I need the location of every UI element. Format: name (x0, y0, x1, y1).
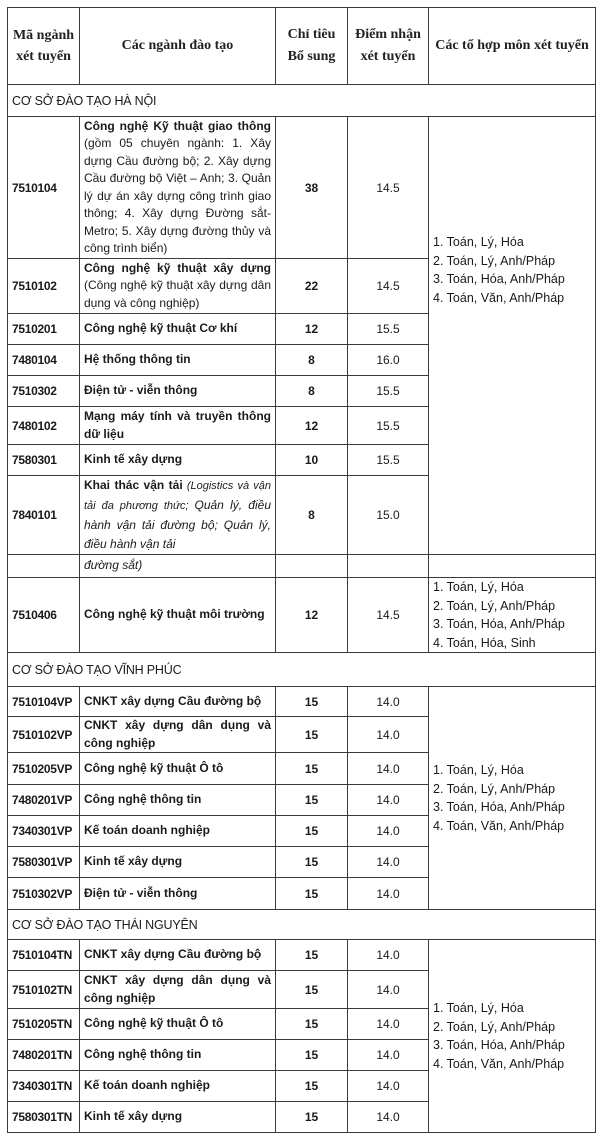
score: 14.0 (348, 1009, 429, 1040)
subject-line: 3. Toán, Hóa, Anh/Pháp (433, 1038, 565, 1052)
subject-line: 3. Toán, Hóa, Anh/Pháp (433, 272, 565, 286)
major-code: 7580301VP (8, 847, 80, 878)
major-name (80, 345, 276, 376)
subject-combinations (429, 578, 596, 653)
major-code: 7340301VP (8, 816, 80, 847)
quota: 15 (276, 1102, 348, 1133)
major-name-main: Công nghệ kỹ thuật xây dựng (84, 260, 271, 275)
quota: 38 (276, 117, 348, 259)
subject-line: 2. Toán, Lý, Anh/Pháp (433, 598, 556, 613)
score: 14.0 (348, 1071, 429, 1102)
major-name (80, 314, 276, 345)
subject-line: 1. Toán, Lý, Hóa (433, 1001, 524, 1015)
major-name-main: Công nghệ kỹ thuật Ô tô (84, 760, 224, 775)
score: 14.0 (348, 1040, 429, 1071)
quota: 12 (276, 314, 348, 345)
major-name-main: Điện tử - viễn thông (84, 383, 198, 398)
major-code: 7580301 (8, 445, 80, 476)
header-subjects: Các tổ hợp môn xét tuyển (429, 8, 596, 85)
score: 15.5 (348, 376, 429, 407)
header-name: Các ngành đào tạo (80, 8, 276, 85)
table-row (8, 578, 596, 653)
major-name (80, 717, 276, 753)
score: 14.5 (348, 578, 429, 653)
section-title: CƠ SỞ ĐÀO TẠO VĨNH PHÚC (8, 653, 596, 687)
table-header-row (8, 8, 596, 85)
major-name (80, 878, 276, 910)
score (348, 555, 429, 578)
major-name-main: Công nghệ kỹ thuật Cơ khí (84, 321, 238, 336)
subject-line: 3. Toán, Hóa, Anh/Pháp (433, 617, 565, 631)
major-name (80, 407, 276, 445)
score: 14.0 (348, 753, 429, 785)
major-name-main: Công nghệ kỹ thuật môi trường (84, 607, 265, 622)
major-name (80, 445, 276, 476)
section-row-vinhphuc (8, 653, 596, 687)
table-row-continuation (8, 555, 596, 578)
quota: 15 (276, 971, 348, 1009)
section-row-hanoi (8, 85, 596, 117)
major-code: 7510104TN (8, 940, 80, 971)
subject-line: 4. Toán, Văn, Anh/Pháp (433, 818, 565, 833)
subject-line: 4. Toán, Hóa, Sinh (433, 635, 536, 650)
major-code: 7580301TN (8, 1102, 80, 1133)
score: 14.0 (348, 971, 429, 1009)
subject-line: 2. Toán, Lý, Anh/Pháp (433, 1019, 556, 1034)
major-code: 7480102 (8, 407, 80, 445)
section-title: CƠ SỞ ĐÀO TẠO HÀ NỘI (8, 85, 596, 117)
subject-line: 4. Toán, Văn, Anh/Pháp (433, 1056, 565, 1071)
major-name-main: CNKT xây dựng Cầu đường bộ (84, 693, 262, 708)
major-name-detail: (Logistics và vận tải đa phương thức; (84, 480, 271, 512)
major-name-main: Công nghệ kỹ thuật Ô tô (84, 1016, 224, 1031)
quota: 10 (276, 445, 348, 476)
major-code: 7510102 (8, 259, 80, 314)
quota: 12 (276, 407, 348, 445)
major-name (80, 1040, 276, 1071)
major-name (80, 117, 276, 259)
major-code: 7510406 (8, 578, 80, 653)
subject-line: 1. Toán, Lý, Hóa (433, 763, 524, 777)
subject-combinations (429, 940, 596, 1133)
subject-line: 3. Toán, Hóa, Anh/Pháp (433, 800, 565, 814)
major-name (80, 971, 276, 1009)
major-name (80, 816, 276, 847)
quota: 15 (276, 1009, 348, 1040)
major-name-main: Công nghệ thông tin (84, 1047, 202, 1062)
admissions-table (7, 7, 596, 1133)
major-name-main: Kinh tế xây dựng (84, 854, 183, 869)
major-name (80, 1102, 276, 1133)
major-name (80, 259, 276, 314)
major-code (8, 555, 80, 578)
major-code: 7480104 (8, 345, 80, 376)
score: 15.5 (348, 445, 429, 476)
score: 14.0 (348, 785, 429, 816)
quota: 22 (276, 259, 348, 314)
quota: 15 (276, 816, 348, 847)
subject-combinations (429, 687, 596, 910)
major-name-main: Kế toán doanh nghiệp (84, 823, 210, 838)
major-name (80, 578, 276, 653)
major-name (80, 940, 276, 971)
major-code: 7340301TN (8, 1071, 80, 1102)
major-name-main: Hệ thống thông tin (84, 352, 191, 367)
quota: 15 (276, 687, 348, 717)
quota: 15 (276, 847, 348, 878)
major-code: 7480201TN (8, 1040, 80, 1071)
major-name (80, 753, 276, 785)
major-name (80, 555, 276, 578)
quota: 15 (276, 940, 348, 971)
quota: 15 (276, 785, 348, 816)
score: 14.0 (348, 940, 429, 971)
major-name-main: CNKT xây dựng dân dụng và công nghiệp (84, 973, 271, 1005)
score: 15.0 (348, 476, 429, 555)
major-name-main: Kế toán doanh nghiệp (84, 1078, 210, 1093)
major-name (80, 687, 276, 717)
major-code: 7510205TN (8, 1009, 80, 1040)
major-name-detail: (Công nghệ kỹ thuật xây dựng dân dụng và công nghiệp) (84, 278, 271, 310)
major-code: 7510302 (8, 376, 80, 407)
score: 14.0 (348, 878, 429, 910)
table-row (8, 687, 596, 717)
major-code: 7510102VP (8, 717, 80, 753)
major-code: 7840101 (8, 476, 80, 555)
major-name-detail: đường sắt) (84, 558, 143, 573)
subject-line: 1. Toán, Lý, Hóa (433, 580, 524, 594)
major-name-main: Khai thác vận tải (84, 478, 183, 492)
score: 14.5 (348, 259, 429, 314)
major-name-main: CNKT xây dựng Cầu đường bộ (84, 947, 262, 962)
quota: 15 (276, 717, 348, 753)
major-code: 7510302VP (8, 878, 80, 910)
major-code: 7510102TN (8, 971, 80, 1009)
subject-line: 4. Toán, Văn, Anh/Pháp (433, 290, 565, 305)
subject-line: 2. Toán, Lý, Anh/Pháp (433, 253, 556, 268)
major-code: 7510201 (8, 314, 80, 345)
score: 15.5 (348, 407, 429, 445)
score: 15.5 (348, 314, 429, 345)
major-name (80, 476, 276, 555)
quota (276, 555, 348, 578)
quota: 15 (276, 1040, 348, 1071)
major-name-main: Công nghệ thông tin (84, 792, 202, 807)
major-name-main: CNKT xây dựng dân dụng và công nghiệp (84, 718, 271, 750)
major-name-main: Mạng máy tính và truyền thông dữ liệu (84, 409, 271, 441)
section-row-thainguyen (8, 910, 596, 940)
subject-line: 1. Toán, Lý, Hóa (433, 235, 524, 249)
major-code: 7510104 (8, 117, 80, 259)
score: 14.0 (348, 717, 429, 753)
quota: 8 (276, 376, 348, 407)
major-name-main: Điện tử - viễn thông (84, 885, 198, 900)
major-name (80, 1009, 276, 1040)
score: 14.0 (348, 847, 429, 878)
score: 14.0 (348, 1102, 429, 1133)
major-code: 7510104VP (8, 687, 80, 717)
major-name-main: Kinh tế xây dựng (84, 1109, 183, 1124)
quota: 8 (276, 345, 348, 376)
quota: 15 (276, 1071, 348, 1102)
section-title: CƠ SỞ ĐÀO TẠO THÁI NGUYÊN (8, 910, 596, 940)
major-name-detail: Quản lý, điều hành vận tải đường bộ; Quản lý, điều hành vận tải (84, 498, 271, 551)
subject-line: 2. Toán, Lý, Anh/Pháp (433, 781, 556, 796)
header-code: Mã ngành xét tuyển (8, 8, 80, 85)
major-name (80, 376, 276, 407)
major-name-main: Kinh tế xây dựng (84, 452, 183, 467)
major-name-main: Công nghệ Kỹ thuật giao thông (84, 118, 271, 133)
header-score: Điểm nhận xét tuyển (348, 8, 429, 85)
major-code: 7480201VP (8, 785, 80, 816)
major-name-detail: (gồm 05 chuyên ngành: 1. Xây dựng Cầu đường bộ; 2. Xây dựng Cầu đường bộ Việt – Anh; 3. Quản lý dự án xây dựng công trình giao thông; 4. Xây dựng Đường sắt- Metro; 5. Xây dựng đường thủy và công trình biển) (84, 136, 271, 255)
table-row (8, 940, 596, 971)
quota: 12 (276, 578, 348, 653)
score: 14.5 (348, 117, 429, 259)
quota: 15 (276, 878, 348, 910)
major-name (80, 847, 276, 878)
quota: 15 (276, 753, 348, 785)
score: 16.0 (348, 345, 429, 376)
quota: 8 (276, 476, 348, 555)
table-row (8, 117, 596, 259)
subject-combinations-empty (429, 555, 596, 578)
header-quota: Chỉ tiêu Bổ sung (276, 8, 348, 85)
score: 14.0 (348, 816, 429, 847)
major-code: 7510205VP (8, 753, 80, 785)
subject-combinations (429, 117, 596, 555)
major-name (80, 785, 276, 816)
major-name (80, 1071, 276, 1102)
score: 14.0 (348, 687, 429, 717)
